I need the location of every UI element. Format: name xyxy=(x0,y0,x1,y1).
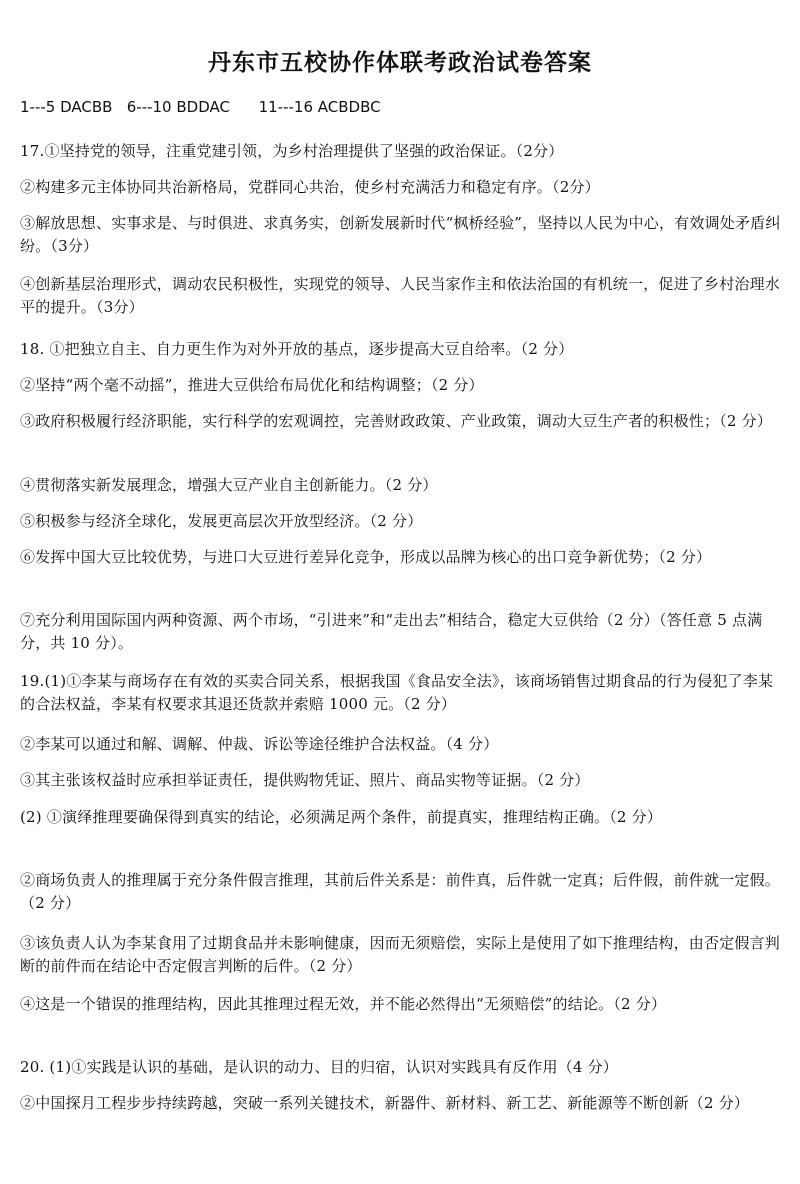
answer-paragraph: ②坚持“两个毫不动摇”，推进大豆供给布局优化和结构调整；（2 分） xyxy=(20,376,484,394)
answer-paragraph: ②商场负责人的推理属于充分条件假言推理，其前后件关系是：前件真，后件就一定真；后件假，前件就一定假。（2 分） xyxy=(20,871,781,912)
answer-paragraph: ④创新基层治理形式，调动农民积极性，实现党的领导、人民当家作主和依法治国的有机统一，促进了乡村治理水平的提升。（3分） xyxy=(20,275,781,316)
answer-paragraph: ⑥发挥中国大豆比较优势，与进口大豆进行差异化竞争，形成以品牌为核心的出口竞争新优势；（2 分） xyxy=(20,548,712,566)
answer-paragraph: ③其主张该权益时应承担举证责任，提供购物凭证、照片、商品实物等证据。（2 分） xyxy=(20,771,590,789)
document-title: 丹东市五校协作体联考政治试卷答案 xyxy=(208,50,592,76)
answer-paragraph: 18. ①把独立自主、自力更生作为对外开放的基点，逐步提高大豆自给率。（2 分） xyxy=(20,340,574,358)
answer-paragraph: ②李某可以通过和解、调解、仲裁、诉讼等途径维护合法权益。（4 分） xyxy=(20,735,499,753)
answer-paragraph: ④贯彻落实新发展理念，增强大豆产业自主创新能力。（2 分） xyxy=(20,476,438,494)
answer-paragraph: ②构建多元主体协同共治新格局，党群同心共治，使乡村充满活力和稳定有序。（2分） xyxy=(20,178,600,196)
answer-paragraph: ④这是一个错误的推理结构，因此其推理过程无效，并不能必然得出“无须赔偿”的结论。（2 分） xyxy=(20,995,667,1013)
answer-paragraph: (2) ①演绎推理要确保得到真实的结论，必须满足两个条件，前提真实，推理结构正确。（2 分） xyxy=(20,808,663,826)
answer-paragraph: ⑤积极参与经济全球化，发展更高层次开放型经济。（2 分） xyxy=(20,512,423,530)
answer-paragraph: ②中国探月工程步步持续跨越，突破一系列关键技术，新器件、新材料、新工艺、新能源等不断创新（2 分） xyxy=(20,1094,750,1112)
answer-paragraph: ③政府积极履行经济职能，实行科学的宏观调控，完善财政政策、产业政策，调动大豆生产者的积极性；（2 分） xyxy=(20,412,773,430)
answer-paragraph: ⑦充分利用国际国内两种资源、两个市场，“引进来”和“走出去”相结合，稳定大豆供给（2 分）（答任意 5 点满分，共 10 分）。 xyxy=(20,611,763,652)
answer-paragraph: 19.(1)①李某与商场存在有效的买卖合同关系，根据我国《食品安全法》，该商场销售过期食品的行为侵犯了李某的合法权益，李某有权要求其退还货款并索赔 1000 元。（2 分） xyxy=(20,672,774,713)
answer-paragraph: 17.①坚持党的领导，注重党建引领，为乡村治理提供了坚强的政治保证。（2分） xyxy=(20,142,564,160)
answer-paragraph: ③解放思想、实事求是、与时俱进、求真务实，创新发展新时代“枫桥经验”，坚持以人民为中心，有效调处矛盾纠纷。（3分） xyxy=(20,214,781,255)
multiple-choice-answers: 1---5 DACBB 6---10 BDDAC 11---16 ACBDBC xyxy=(20,98,381,116)
answer-paragraph: ③该负责人认为李某食用了过期食品并未影响健康，因而无须赔偿，实际上是使用了如下推理结构，由否定假言判断的前件而在结论中否定假言判断的后件。（2 分） xyxy=(20,934,781,975)
answer-paragraph: 20. (1)①实践是认识的基础，是认识的动力、目的归宿，认识对实践具有反作用（4 分） xyxy=(20,1058,618,1076)
